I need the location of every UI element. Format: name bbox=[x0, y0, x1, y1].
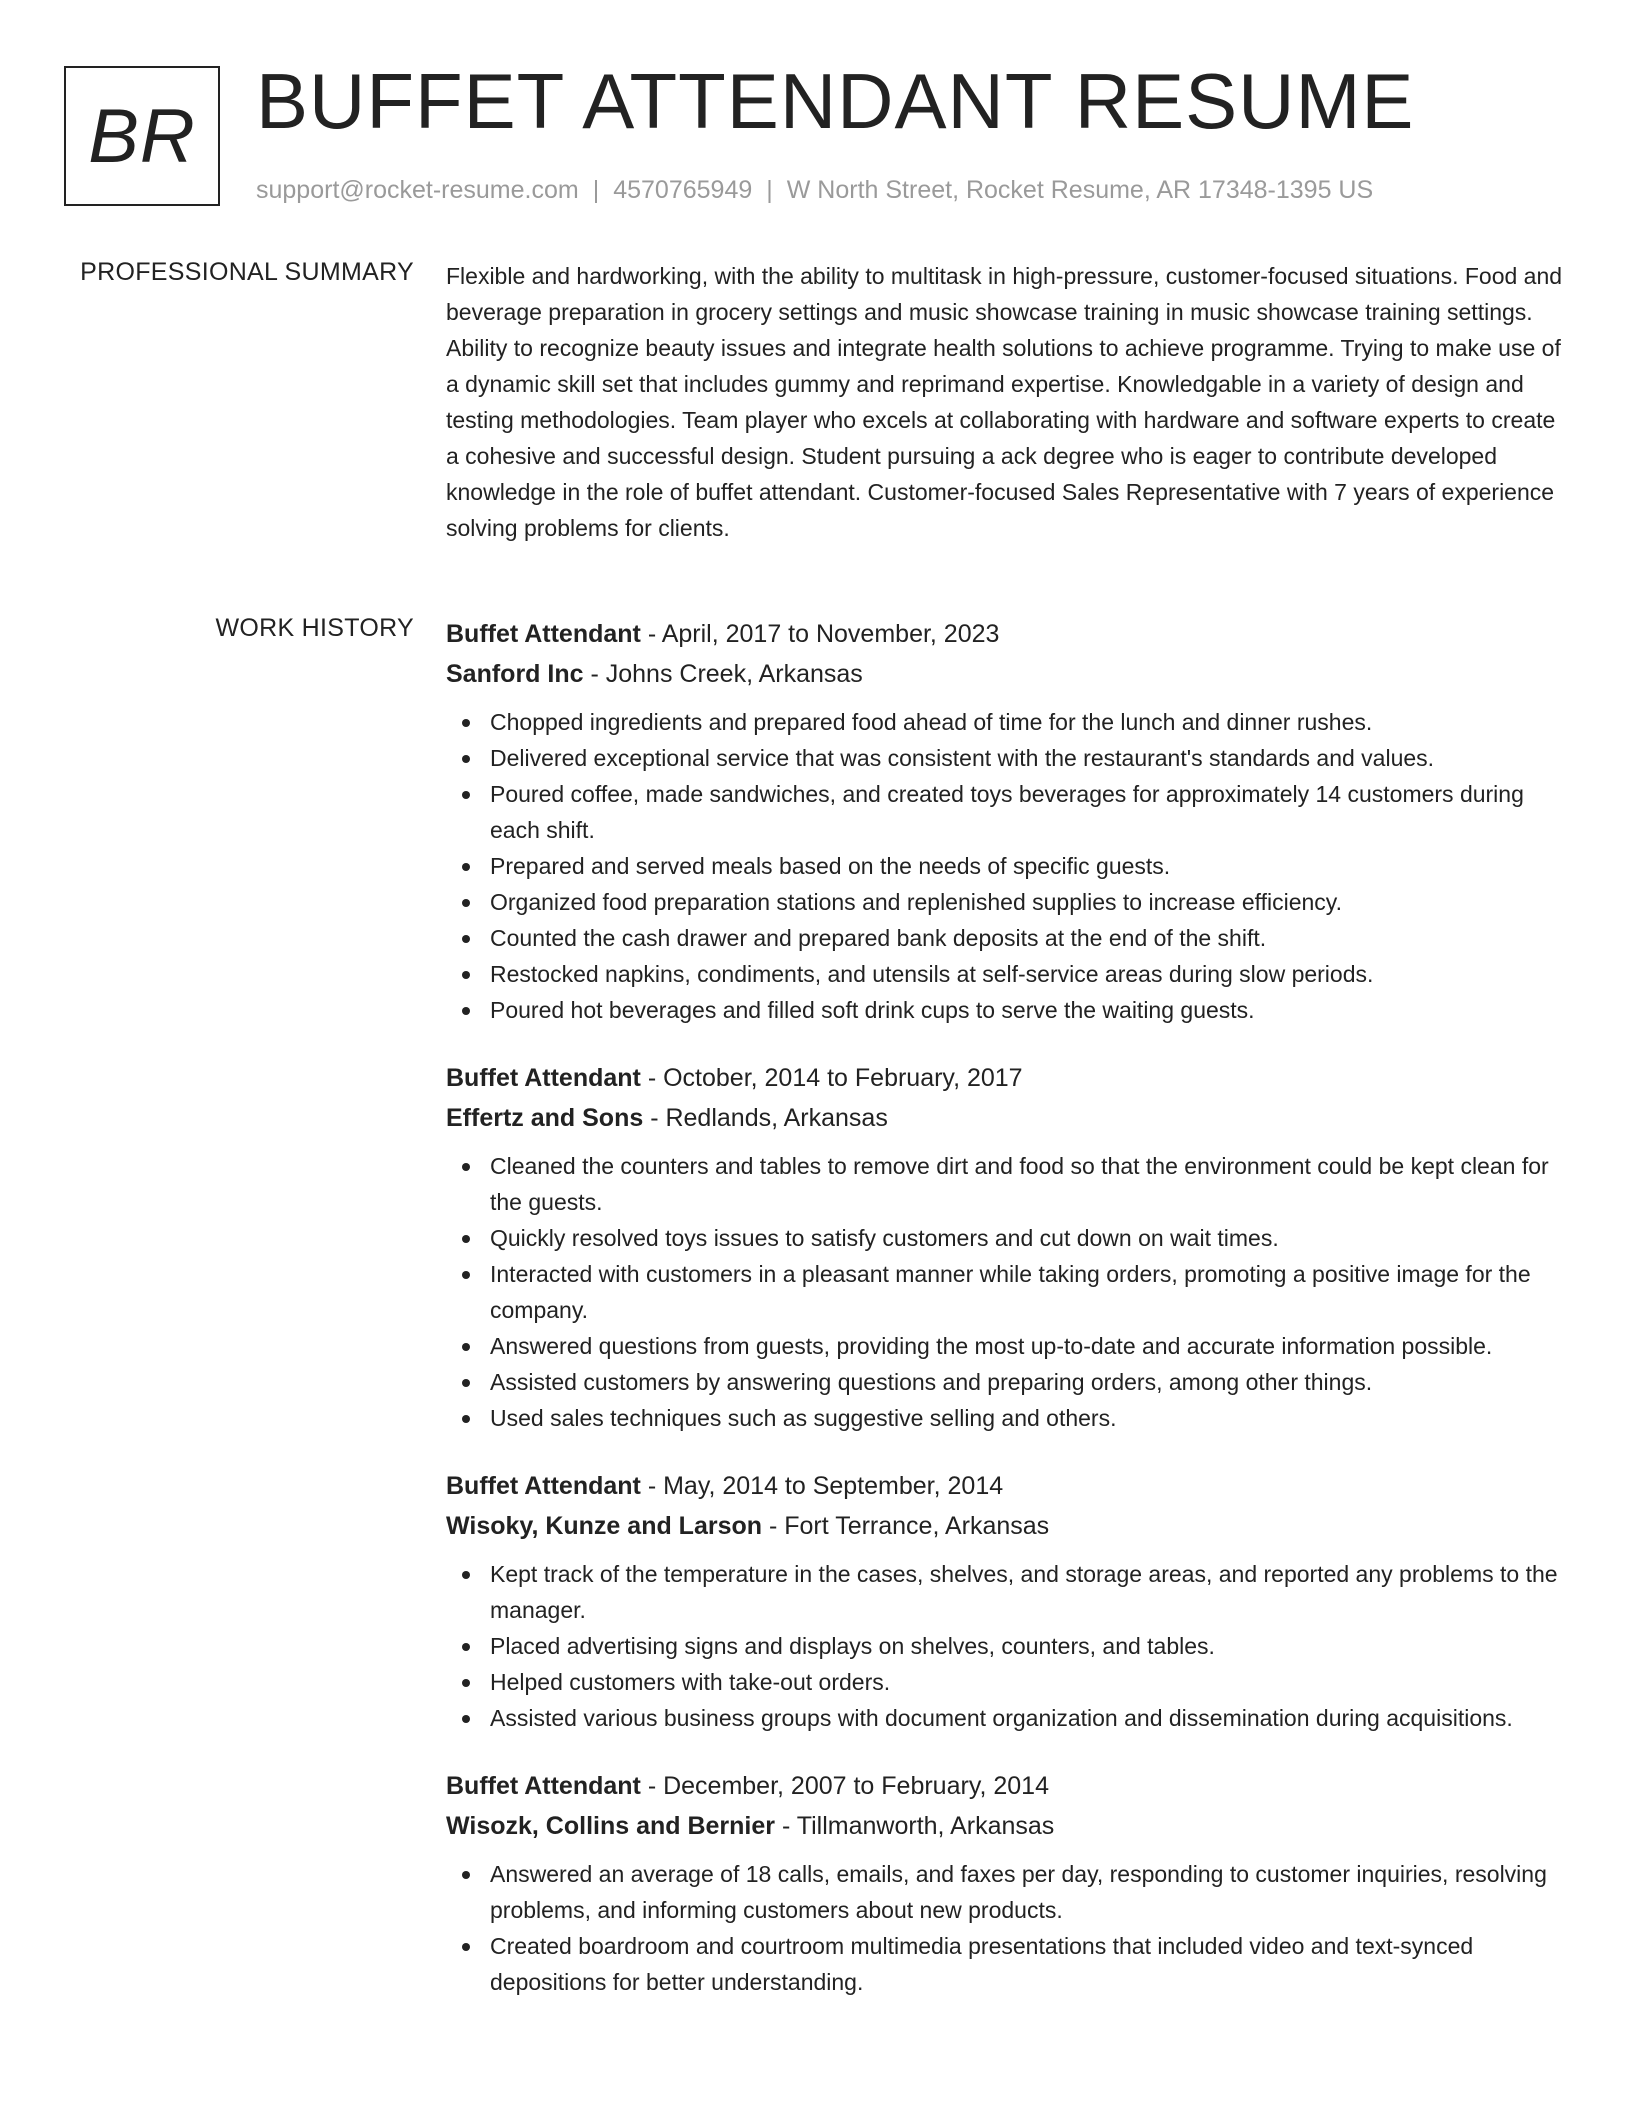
job-location: - Redlands, Arkansas bbox=[643, 1104, 888, 1132]
job-location: - Fort Terrance, Arkansas bbox=[762, 1512, 1050, 1540]
job-company: Sanford Inc bbox=[446, 660, 584, 688]
job-entry bbox=[446, 1766, 1566, 2000]
job-entry bbox=[446, 1058, 1566, 1436]
summary-section-label: PROFESSIONAL SUMMARY bbox=[80, 258, 414, 286]
job-title-line bbox=[446, 1466, 1566, 1506]
bullet-dot-icon bbox=[462, 1571, 470, 1579]
job-bullet-text: Cleaned the counters and tables to remove dirt and food so that the environment could be kept clean for the guests. bbox=[490, 1153, 1549, 1215]
job-bullet bbox=[446, 1700, 1566, 1736]
job-bullet-text: Poured coffee, made sandwiches, and created toys beverages for approximately 14 customers during each shift. bbox=[490, 781, 1524, 843]
job-bullet bbox=[446, 1400, 1566, 1436]
job-bullet bbox=[446, 1628, 1566, 1664]
job-bullet-text: Answered an average of 18 calls, emails, and faxes per day, responding to customer inquiries, resolving problems, and informing customers about new products. bbox=[490, 1861, 1547, 1923]
bullet-dot-icon bbox=[462, 1943, 470, 1951]
work-history-list bbox=[446, 614, 1566, 2030]
work-history-section-label: WORK HISTORY bbox=[215, 614, 414, 642]
job-bullet bbox=[446, 1928, 1566, 2000]
job-bullet-text: Created boardroom and courtroom multimedia presentations that included video and text-synced depositions for better understanding. bbox=[490, 1933, 1474, 1995]
job-bullet-text: Used sales techniques such as suggestive selling and others. bbox=[490, 1405, 1117, 1431]
bullet-dot-icon bbox=[462, 971, 470, 979]
job-dates: - October, 2014 to February, 2017 bbox=[640, 1064, 1023, 1092]
job-bullet-text: Assisted customers by answering questions and preparing orders, among other things. bbox=[490, 1369, 1373, 1395]
job-bullet-text: Organized food preparation stations and replenished supplies to increase efficiency. bbox=[490, 889, 1342, 915]
job-company-line bbox=[446, 654, 1566, 694]
job-company: Wisozk, Collins and Bernier bbox=[446, 1812, 776, 1840]
job-bullet bbox=[446, 1148, 1566, 1220]
contact-phone: 4570765949 bbox=[613, 176, 753, 204]
job-bullet bbox=[446, 956, 1566, 992]
contact-separator: | bbox=[766, 176, 773, 204]
job-bullet-text: Counted the cash drawer and prepared bank deposits at the end of the shift. bbox=[490, 925, 1267, 951]
job-bullet bbox=[446, 1328, 1566, 1364]
contact-address: W North Street, Rocket Resume, AR 17348-1395 US bbox=[786, 176, 1374, 204]
job-bullet-text: Interacted with customers in a pleasant manner while taking orders, promoting a positive image for the company. bbox=[490, 1261, 1531, 1323]
job-bullet-text: Restocked napkins, condiments, and utensils at self-service areas during slow periods. bbox=[490, 961, 1374, 987]
job-entry bbox=[446, 614, 1566, 1028]
bullet-dot-icon bbox=[462, 1235, 470, 1243]
bullet-dot-icon bbox=[462, 899, 470, 907]
bullet-dot-icon bbox=[462, 1871, 470, 1879]
summary-text: Flexible and hardworking, with the ability to multitask in high-pressure, customer-focused situations. Food and beverage preparation in grocery settings and music showcase training in music showcase training settings. Ability to recognize beauty issues and integrate health solutions to achieve programme. Trying to make use of a dynamic skill set that includes gummy and reprimand expertise. Knowledgable in a variety of design and testing methodologies. Team player who excels at collaborating with hardware and software experts to create a cohesive and successful design. Student pursuing a ack degree who is eager to contribute developed knowledge in the role of buffet attendant. Customer-focused Sales Representative with 7 years of experience solving problems for clients. bbox=[446, 263, 1563, 541]
job-bullet bbox=[446, 992, 1566, 1028]
job-bullet bbox=[446, 1220, 1566, 1256]
job-bullet bbox=[446, 848, 1566, 884]
bullet-dot-icon bbox=[462, 863, 470, 871]
job-bullet-text: Quickly resolved toys issues to satisfy customers and cut down on wait times. bbox=[490, 1225, 1279, 1251]
bullet-dot-icon bbox=[462, 1007, 470, 1015]
job-dates: - December, 2007 to February, 2014 bbox=[640, 1772, 1049, 1800]
job-bullet bbox=[446, 920, 1566, 956]
job-bullet bbox=[446, 1256, 1566, 1328]
job-bullet-list bbox=[446, 704, 1566, 1028]
job-company-line bbox=[446, 1806, 1566, 1846]
job-title: Buffet Attendant bbox=[446, 1472, 641, 1500]
job-bullet-text: Kept track of the temperature in the cases, shelves, and storage areas, and reported any problems to the manager. bbox=[490, 1561, 1558, 1623]
job-title-line bbox=[446, 1058, 1566, 1098]
job-company: Effertz and Sons bbox=[446, 1104, 644, 1132]
job-bullet-text: Prepared and served meals based on the needs of specific guests. bbox=[490, 853, 1171, 879]
job-bullet-text: Chopped ingredients and prepared food ahead of time for the lunch and dinner rushes. bbox=[490, 709, 1373, 735]
page-title: BUFFET ATTENDANT RESUME bbox=[256, 57, 1415, 145]
bullet-dot-icon bbox=[462, 1271, 470, 1279]
job-entry bbox=[446, 1466, 1566, 1736]
job-bullet bbox=[446, 776, 1566, 848]
job-bullet-list bbox=[446, 1148, 1566, 1436]
job-dates: - May, 2014 to September, 2014 bbox=[640, 1472, 1004, 1500]
job-bullet-text: Answered questions from guests, providing the most up-to-date and accurate information possible. bbox=[490, 1333, 1493, 1359]
job-bullet-text: Poured hot beverages and filled soft drink cups to serve the waiting guests. bbox=[490, 997, 1255, 1023]
job-bullet bbox=[446, 1856, 1566, 1928]
job-title: Buffet Attendant bbox=[446, 1064, 641, 1092]
job-bullet-text: Placed advertising signs and displays on shelves, counters, and tables. bbox=[490, 1633, 1215, 1659]
job-bullet bbox=[446, 1664, 1566, 1700]
job-bullet bbox=[446, 704, 1566, 740]
job-bullet bbox=[446, 1556, 1566, 1628]
job-bullet bbox=[446, 1364, 1566, 1400]
contact-info bbox=[256, 176, 1373, 205]
job-bullet-list bbox=[446, 1556, 1566, 1736]
job-title-line bbox=[446, 614, 1566, 654]
job-title-line bbox=[446, 1766, 1566, 1806]
bullet-dot-icon bbox=[462, 1643, 470, 1651]
job-bullet-text: Delivered exceptional service that was consistent with the restaurant's standards and values. bbox=[490, 745, 1435, 771]
bullet-dot-icon bbox=[462, 791, 470, 799]
job-bullet-text: Assisted various business groups with document organization and dissemination during acquisitions. bbox=[490, 1705, 1513, 1731]
job-title: Buffet Attendant bbox=[446, 1772, 641, 1800]
job-bullet bbox=[446, 740, 1566, 776]
bullet-dot-icon bbox=[462, 719, 470, 727]
bullet-dot-icon bbox=[462, 755, 470, 763]
contact-separator: | bbox=[592, 176, 600, 204]
bullet-dot-icon bbox=[462, 1415, 470, 1423]
job-bullet-text: Helped customers with take-out orders. bbox=[490, 1669, 891, 1695]
contact-email: support@rocket-resume.com bbox=[256, 176, 579, 204]
monogram-logo: BR bbox=[64, 66, 220, 206]
bullet-dot-icon bbox=[462, 1679, 470, 1687]
job-bullet bbox=[446, 884, 1566, 920]
bullet-dot-icon bbox=[462, 1163, 470, 1171]
job-title: Buffet Attendant bbox=[446, 620, 641, 648]
bullet-dot-icon bbox=[462, 1343, 470, 1351]
job-location: - Johns Creek, Arkansas bbox=[583, 660, 863, 688]
bullet-dot-icon bbox=[462, 1715, 470, 1723]
job-dates: - April, 2017 to November, 2023 bbox=[640, 620, 1000, 648]
job-company-line bbox=[446, 1506, 1566, 1546]
job-company: Wisoky, Kunze and Larson bbox=[446, 1512, 763, 1540]
job-bullet-list bbox=[446, 1856, 1566, 2000]
job-location: - Tillmanworth, Arkansas bbox=[775, 1812, 1055, 1840]
bullet-dot-icon bbox=[462, 1379, 470, 1387]
job-company-line bbox=[446, 1098, 1566, 1138]
bullet-dot-icon bbox=[462, 935, 470, 943]
